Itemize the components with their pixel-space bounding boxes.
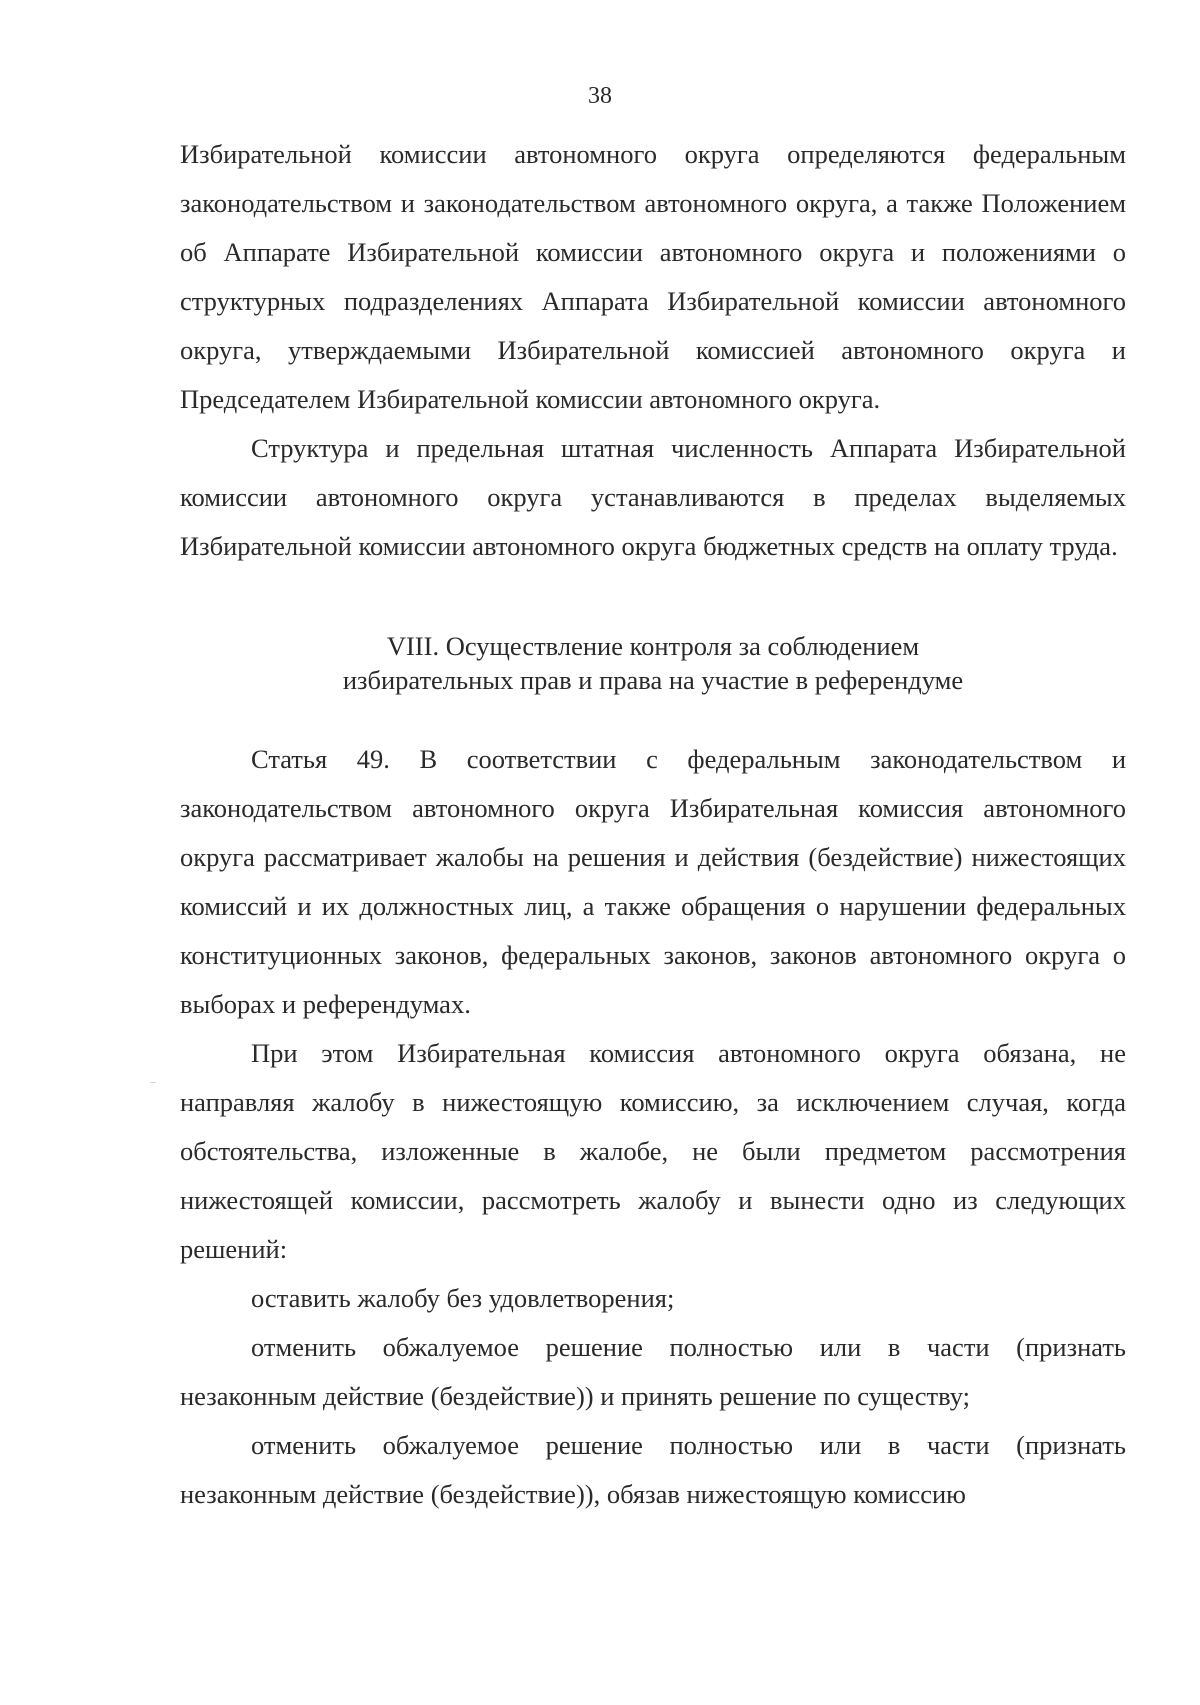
section-heading [180, 629, 1126, 697]
section-heading-line-1: VIII. Осуществление контроля за соблюдением [386, 631, 920, 661]
paragraph-continuation: Избирательной комиссии автономного округа определяются федеральным законодательством и законодательством автономного округа, а также Положением об Аппарате Избирательной комиссии автономного округа и положениями о структурных подразделениях Аппарата Избирательной комиссии автономного округа, утверждаемыми Избирательной комиссией автономного округа и Председателем Избирательной комиссии автономного округа. [180, 139, 1126, 414]
list-item-cancel-and-decide: отменить обжалуемое решение полностью или в части (признать незаконным действие (бездействие)) и принять решение по существу; [180, 1332, 1126, 1411]
page-body [180, 130, 1126, 1519]
margin-mark [150, 1082, 156, 1083]
list-item-leave-complaint: оставить жалобу без удовлетворения; [251, 1283, 675, 1313]
paragraph-article-49: Статья 49. В соответствии с федеральным законодательством и законодательством автономного округа Избирательная комиссия автономного округа рассматривает жалобы на решения и действия (бездействие) нижестоящих комиссий и их должностных лиц, а также обращения о нарушении федеральных конституционных законов, федеральных законов, законов автономного округа о выборах и референдумах. [180, 744, 1126, 1019]
paragraph-obligation: При этом Избирательная комиссия автономного округа обязана, не направляя жалобу в нижестоящую комиссию, за исключением случая, когда обстоятельства, изложенные в жалобе, не были предметом рассмотрения нижестоящей комиссии, рассмотреть жалобу и вынести одно из следующих решений: [180, 1038, 1126, 1264]
paragraph-structure: Структура и предельная штатная численность Аппарата Избирательной комиссии автономного округа устанавливаются в пределах выделяемых Избирательной комиссии автономного округа бюджетных средств на оплату труда. [180, 433, 1126, 561]
section-heading-line-2: избирательных прав и права на участие в референдуме [342, 665, 964, 695]
page-number: 38 [588, 83, 612, 109]
list-item-cancel-and-oblige: отменить обжалуемое решение полностью или в части (признать незаконным действие (бездействие)), обязав нижестоящую комиссию [180, 1430, 1126, 1509]
